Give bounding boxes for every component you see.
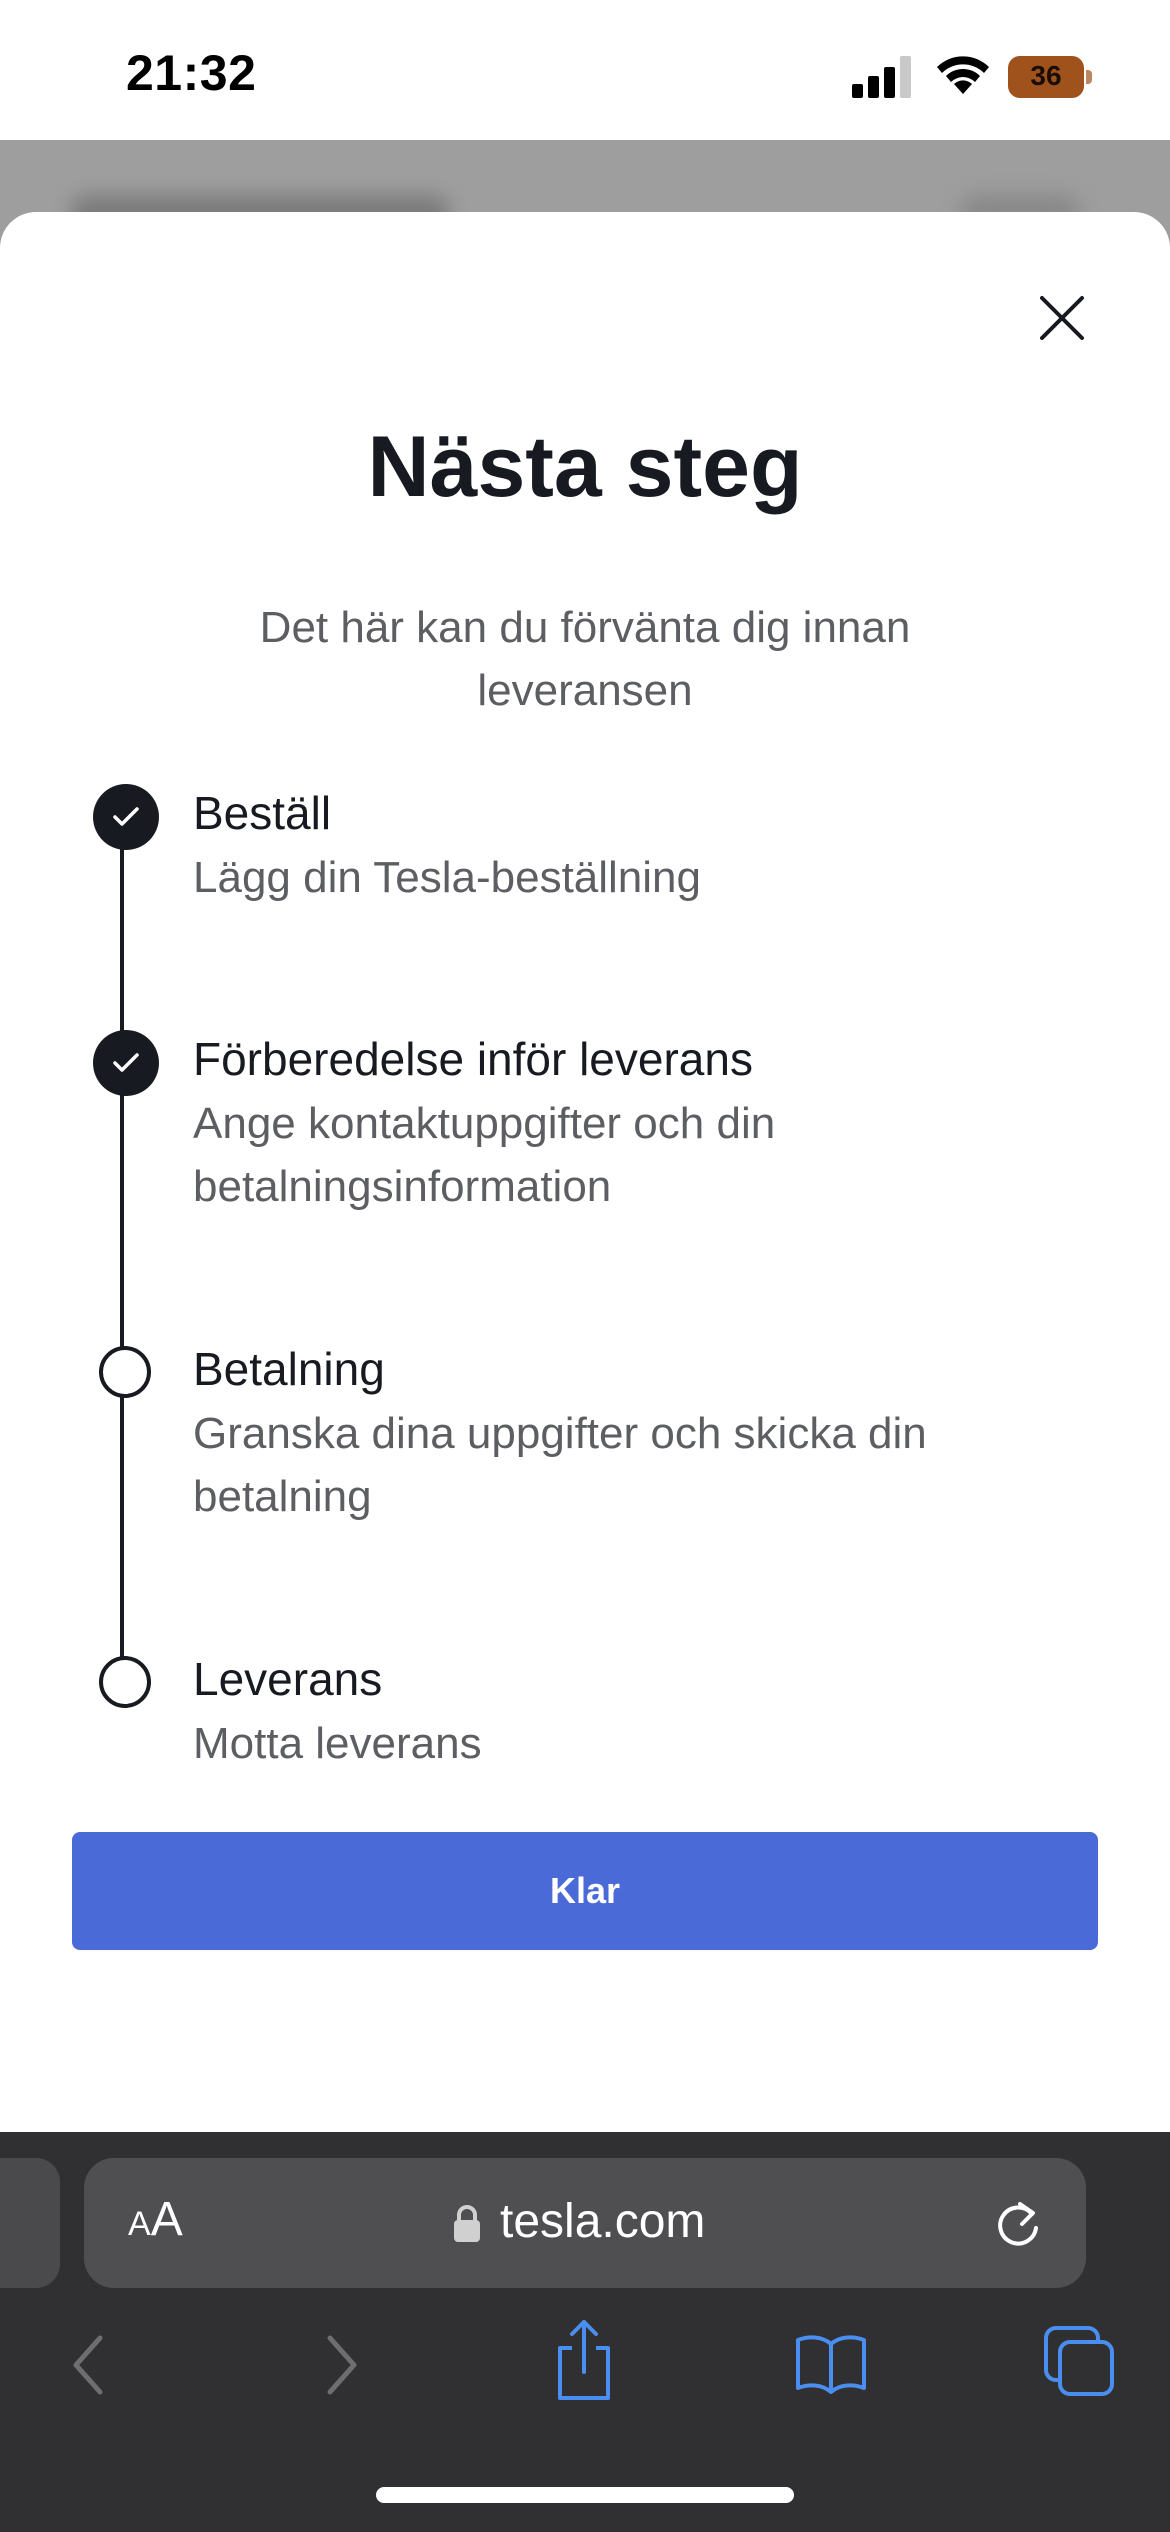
tabs-icon[interactable] [1042, 2324, 1116, 2398]
previous-tab-pill[interactable] [0, 2158, 60, 2288]
bookmarks-icon[interactable] [794, 2332, 868, 2394]
step-title: Betalning [193, 1343, 385, 1395]
text-size-small-letter: A [128, 2205, 151, 2243]
text-size-button[interactable] [128, 2192, 218, 2252]
timeline-line [120, 816, 124, 1682]
back-icon[interactable] [64, 2330, 114, 2400]
battery-icon [1008, 56, 1092, 98]
modal-title: Nästa steg [367, 419, 803, 515]
check-icon [110, 1049, 142, 1077]
status-bar [0, 0, 1170, 140]
step-completed-marker [93, 784, 159, 850]
forward-icon[interactable] [316, 2330, 366, 2400]
step-title: Beställ [193, 787, 332, 839]
step-description: Lägg din Tesla-beställning [193, 853, 701, 902]
battery-level: 36 [1030, 60, 1062, 91]
cellular-signal-icon [852, 56, 914, 98]
step-pending-marker [99, 1346, 151, 1398]
step-pending-marker [99, 1656, 151, 1708]
battery-cap [1086, 70, 1092, 84]
check-icon [110, 803, 142, 831]
step-description: Motta leverans [193, 1719, 482, 1768]
wifi-icon [934, 52, 992, 98]
url-text: tesla.com [500, 2195, 706, 2248]
share-icon[interactable] [552, 2318, 616, 2402]
step-title: Leverans [193, 1653, 383, 1705]
text-size-large-letter: A [150, 2193, 183, 2246]
step-title: Förberedelse inför leverans [193, 1033, 753, 1085]
step-description: Granska dina uppgifter och skicka din betalning [193, 1409, 927, 1521]
close-icon[interactable] [1030, 286, 1094, 350]
step-completed-marker [93, 1030, 159, 1096]
home-indicator [376, 2487, 794, 2503]
lock-icon [452, 2204, 482, 2244]
reload-icon[interactable] [992, 2196, 1044, 2250]
modal-subtitle: Det här kan du förvänta dig innan leveransen [259, 603, 911, 715]
status-time: 21:32 [126, 45, 257, 101]
done-button[interactable]: Klar [72, 1832, 1098, 1950]
step-description: Ange kontaktuppgifter och din betalningsinformation [193, 1099, 776, 1211]
